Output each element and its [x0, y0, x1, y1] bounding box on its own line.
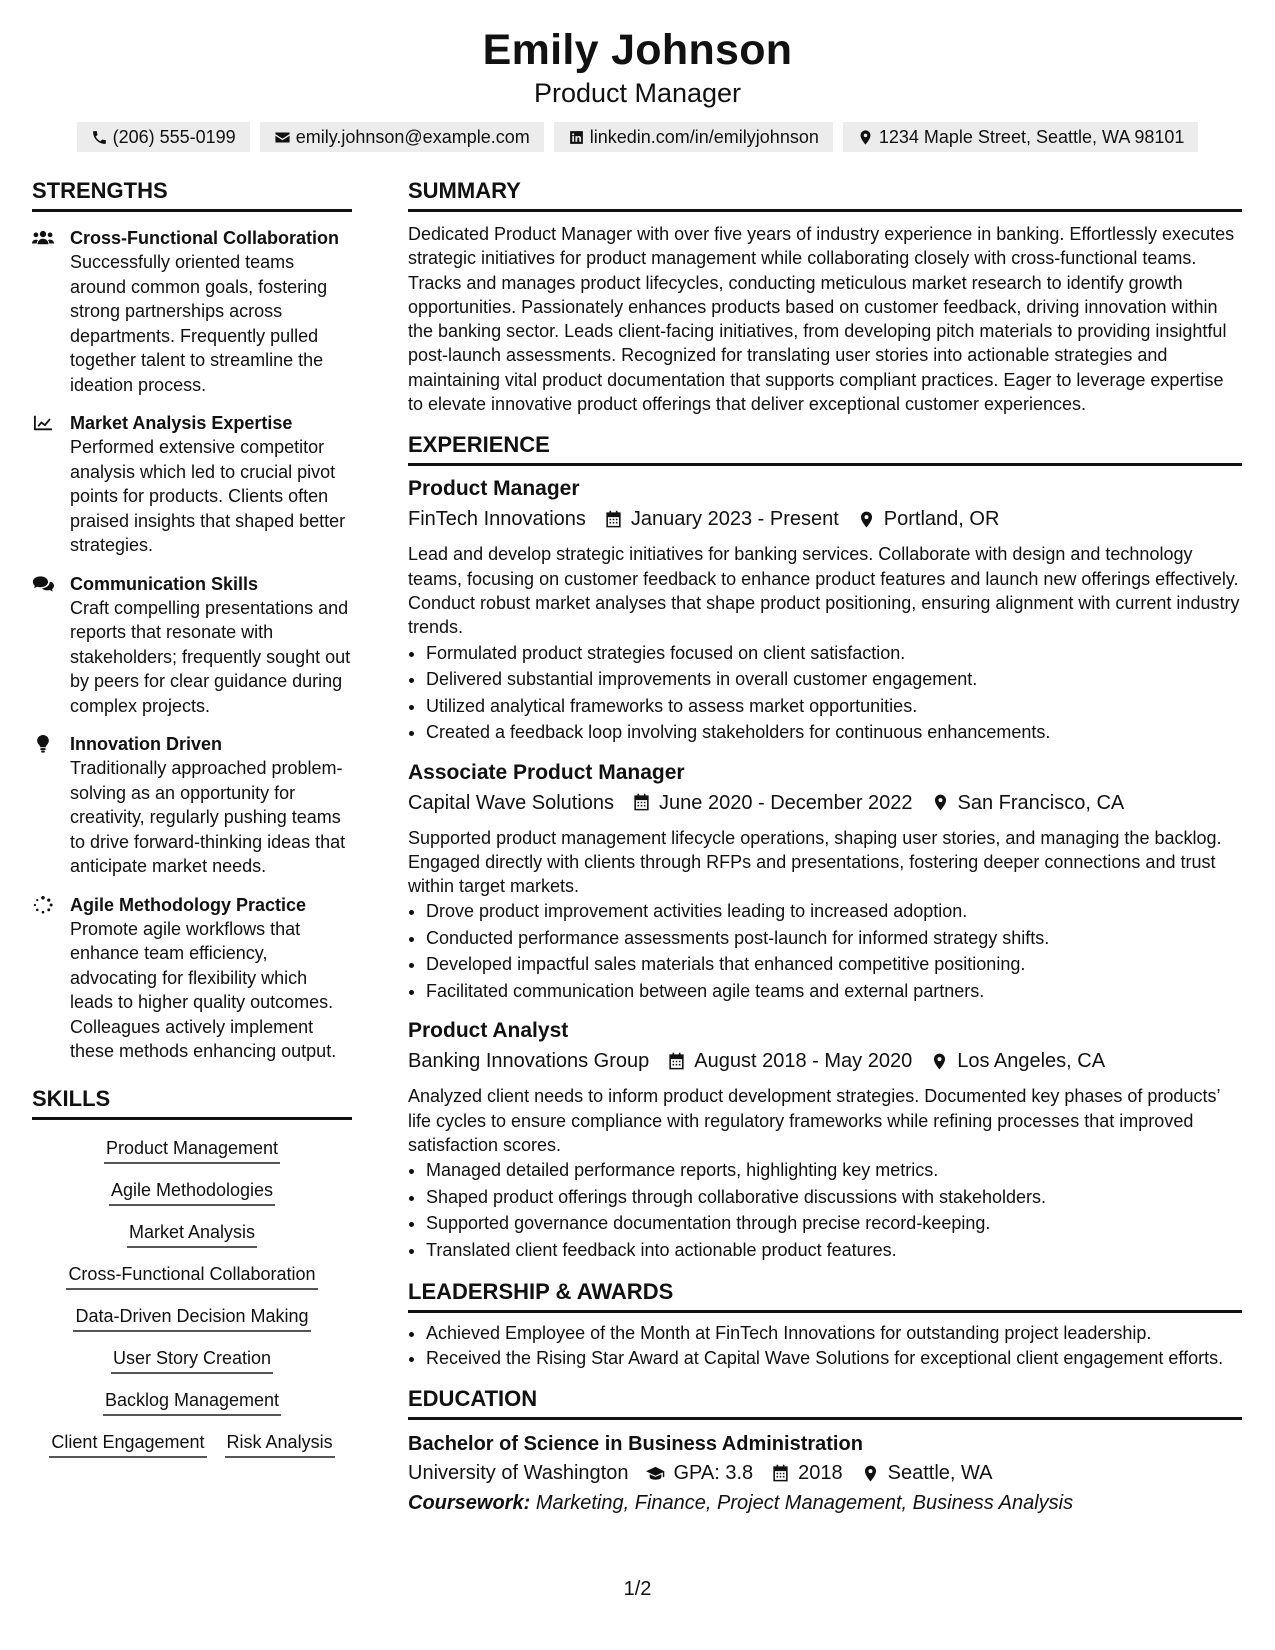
skill-tag: Risk Analysis: [225, 1430, 335, 1458]
strength-title: Communication Skills: [70, 573, 259, 594]
job-bullets: [408, 640, 1242, 746]
job-dates: August 2018 - May 2020: [694, 1050, 913, 1073]
gpa: GPA: 3.8: [673, 1462, 754, 1485]
envelope-icon: [274, 129, 291, 146]
location-pin-icon: [930, 1052, 949, 1071]
job-entry: [408, 1016, 1242, 1263]
calendar-icon: [771, 1464, 790, 1483]
coursework: [408, 1488, 1242, 1518]
job-bullet: • Formulated product strategies focused on client satisfaction.: [426, 640, 1242, 667]
job-bullet: • Facilitated communication between agile teams and external partners.: [426, 978, 1242, 1005]
strength-desc: Successfully oriented teams around common goals, fostering strong partnerships across departments. Frequently pulled together talent to streamline the ideation process.: [70, 252, 328, 395]
strength-desc: Craft compelling presentations and reports that resonate with stakeholders; frequently sought out by peers for clear guidance during complex projects.: [70, 597, 351, 716]
location-pin-icon: [931, 793, 950, 812]
job-bullet: • Translated client feedback into actionable product features.: [426, 1237, 1242, 1264]
summary-heading: SUMMARY: [408, 176, 1242, 212]
education-heading: EDUCATION: [408, 1384, 1242, 1420]
contact-bar: [0, 122, 1275, 152]
job-title: Product Analyst: [408, 1019, 569, 1043]
job-bullet: • Drove product improvement activities leading to increased adoption.: [426, 898, 1242, 925]
contact-linkedin[interactable]: [554, 122, 833, 152]
strength-item: [32, 893, 352, 1064]
job-description: Supported product management lifecycle operations, shaping user stories, and managing the backlog. Engaged directly with clients through RFPs and presentations, fostering deeper connections and trust within target markets.: [408, 827, 1222, 897]
skill-tag: Market Analysis: [127, 1220, 257, 1248]
skill-tag: Client Engagement: [49, 1430, 206, 1458]
summary-text: Dedicated Product Manager with over five years of industry experience in banking. Effortlessly executes strategic initiatives for product management while collaborating closely with cross-functional teams. Tracks and manages product lifecycles, conducting meticulous market research to identify growth opportunities. Passionately enhances products based on customer feedback, driving innovation within the banking sector. Leads client-facing initiatives, from developing pitch materials to providing insightful post-launch assessments. Recognized for translating user stories into actionable strategies and maintaining vital product documentation that supports compliant practices. Eager to leverage expertise to elevate innovative product offerings that deliver exceptional customer experiences.: [408, 224, 1235, 415]
page-number: 1/2: [623, 1578, 652, 1600]
skill-tag: Product Management: [104, 1136, 280, 1164]
job-dates: January 2023 - Present: [630, 508, 839, 531]
contact-linkedin-text: linkedin.com/in/emilyjohnson: [589, 127, 819, 147]
job-meta: [408, 504, 1242, 534]
job-meta: [408, 1046, 1242, 1076]
phone-icon: [91, 129, 108, 146]
skill-tag: User Story Creation: [111, 1346, 273, 1374]
job-bullets: [408, 898, 1242, 1004]
strength-item: [32, 411, 352, 558]
location-pin-icon: [857, 129, 874, 146]
leadership-heading: LEADERSHIP & AWARDS: [408, 1277, 1242, 1313]
graduation-cap-icon: [646, 1464, 665, 1483]
job-bullet: • Delivered substantial improvements in overall customer engagement.: [426, 666, 1242, 693]
spinner-icon: [32, 896, 54, 914]
job-title: Product Manager: [408, 477, 580, 501]
contact-email-text: emily.johnson@example.com: [295, 127, 530, 147]
skill-tag: Backlog Management: [103, 1388, 281, 1416]
job-description: Analyzed client needs to inform product development strategies. Documented key phases of products’ life cycles to ensure compliance with regulatory frameworks while refining processes that improved satisfaction scores.: [408, 1086, 1220, 1156]
job-bullet: • Utilized analytical frameworks to assess market opportunities.: [426, 693, 1242, 720]
skill-tag: Data-Driven Decision Making: [73, 1304, 310, 1332]
job-bullet: • Conducted performance assessments post-launch for informed strategy shifts.: [426, 925, 1242, 952]
job-bullet: • Developed impactful sales materials that enhanced competitive positioning.: [426, 951, 1242, 978]
coursework-list: Marketing, Finance, Project Management, Business Analysis: [535, 1492, 1074, 1515]
strength-desc: Performed extensive competitor analysis which led to crucial pivot points for products. Clients often praised insights that shaped better strategies.: [70, 437, 346, 555]
resume-header: [0, 0, 1275, 152]
job-location: Portland, OR: [883, 508, 1000, 531]
strength-title: Agile Methodology Practice: [70, 894, 307, 915]
users-icon: [32, 229, 54, 247]
contact-email[interactable]: [260, 122, 544, 152]
strength-desc: Promote agile workflows that enhance team efficiency, advocating for flexibility which leads to higher quality outcomes. Colleagues actively implement these methods enhancing output.: [70, 918, 337, 1061]
job-entry: [408, 474, 1242, 745]
skills-heading: SKILLS: [32, 1084, 352, 1120]
strength-item: [32, 226, 352, 397]
job-company: Banking Innovations Group: [408, 1050, 650, 1073]
degree-title: Bachelor of Science in Business Administration: [408, 1433, 863, 1456]
job-location: Los Angeles, CA: [957, 1050, 1106, 1073]
strength-item: [32, 572, 352, 719]
job-bullet: • Created a feedback loop involving stakeholders for continuous enhancements.: [426, 719, 1242, 746]
chart-line-icon: [32, 414, 54, 432]
coursework-label: Coursework:: [408, 1492, 531, 1515]
job-description: Lead and develop strategic initiatives for banking services. Collaborate with design and technology teams, focusing on customer feedback to enhance product features and launch new offerings effectively. Conduct robust market analyses that shape product positioning, ensuring alignment with current industry trends.: [408, 544, 1240, 638]
job-bullet: • Managed detailed performance reports, highlighting key metrics.: [426, 1157, 1242, 1184]
strength-title: Innovation Driven: [70, 734, 223, 754]
contact-address-text: 1234 Maple Street, Seattle, WA 98101: [878, 127, 1185, 147]
contact-phone-text: (206) 555-0199: [112, 127, 236, 147]
experience-heading: EXPERIENCE: [408, 430, 1242, 466]
candidate-role: Product Manager: [533, 78, 742, 108]
contact-phone[interactable]: [77, 122, 250, 152]
school-name: University of Washington: [408, 1462, 629, 1485]
right-column: [408, 176, 1242, 1518]
job-meta: [408, 788, 1242, 818]
strength-desc: Traditionally approached problem-solving as an opportunity for creativity, regularly pushing teams to drive forward-thinking ideas that anticipate market needs.: [70, 758, 346, 876]
comments-icon: [32, 575, 54, 593]
job-company: Capital Wave Solutions: [408, 791, 615, 814]
left-column: [32, 176, 352, 1458]
strength-title: Cross-Functional Collaboration: [70, 228, 340, 248]
award-item: • Received the Rising Star Award at Capital Wave Solutions for exceptional client engagement efforts.: [426, 1346, 1242, 1371]
calendar-icon: [604, 510, 623, 529]
education-meta: [408, 1458, 1242, 1488]
job-bullets: [408, 1157, 1242, 1263]
strength-item: [32, 732, 352, 879]
skills-list: [32, 1136, 352, 1458]
job-bullet: • Shaped product offerings through collaborative discussions with stakeholders.: [426, 1184, 1242, 1211]
location-pin-icon: [861, 1464, 880, 1483]
strength-title: Market Analysis Expertise: [70, 413, 293, 433]
skill-tag: Cross-Functional Collaboration: [66, 1262, 317, 1290]
location-pin-icon: [857, 510, 876, 529]
job-dates: June 2020 - December 2022: [659, 791, 913, 814]
job-company: FinTech Innovations: [408, 508, 586, 531]
job-title: Associate Product Manager: [408, 760, 685, 784]
strengths-heading: STRENGTHS: [32, 176, 352, 212]
contact-address: [843, 122, 1199, 152]
leadership-list: [408, 1321, 1242, 1370]
job-location: San Francisco, CA: [957, 791, 1125, 814]
school-location: Seattle, WA: [887, 1462, 993, 1485]
linkedin-icon: [568, 129, 585, 146]
calendar-icon: [667, 1052, 686, 1071]
candidate-name: Emily Johnson: [482, 26, 793, 74]
job-entry: [408, 758, 1242, 1005]
lightbulb-icon: [32, 735, 54, 753]
skill-tag: Agile Methodologies: [109, 1178, 275, 1206]
calendar-icon: [632, 793, 651, 812]
graduation-year: 2018: [798, 1462, 843, 1485]
job-bullet: • Supported governance documentation through precise record-keeping.: [426, 1210, 1242, 1237]
award-item: • Achieved Employee of the Month at FinTech Innovations for outstanding project leadership.: [426, 1321, 1242, 1346]
